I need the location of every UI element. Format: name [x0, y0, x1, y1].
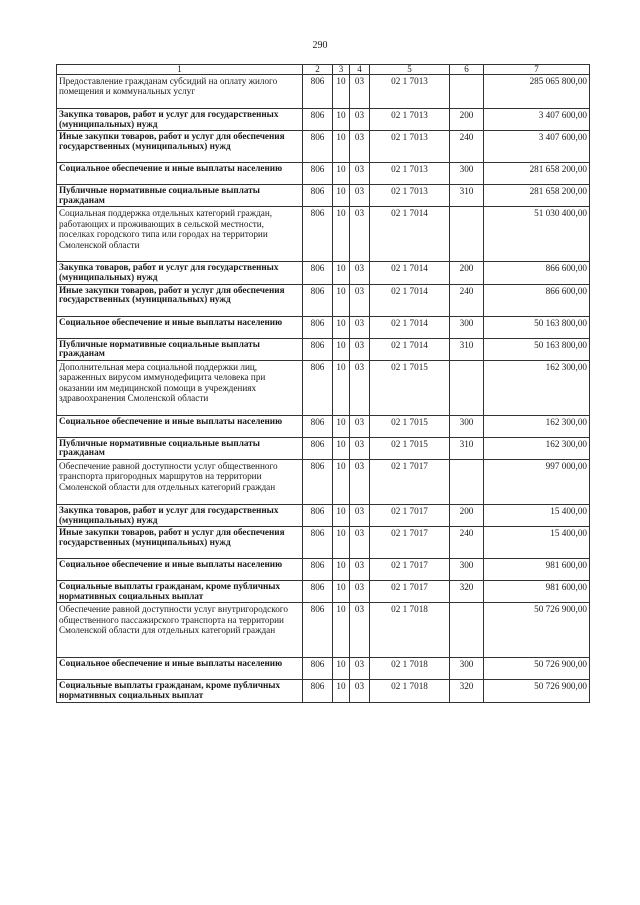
row-code-4: 03: [350, 262, 370, 284]
row-code-5: 02 1 7017: [370, 504, 450, 526]
row-code-5: 02 1 7013: [370, 163, 450, 185]
column-header-7: 7: [484, 65, 590, 75]
table-row: [57, 262, 590, 284]
row-code-5: 02 1 7015: [370, 437, 450, 459]
row-code-5: 02 1 7017: [370, 459, 450, 504]
row-code-4: 03: [350, 109, 370, 131]
row-code-3: 10: [333, 658, 350, 680]
row-name: Закупка товаров, работ и услуг для государственных (муниципальных) нужд: [57, 109, 303, 131]
row-code-6: [450, 75, 484, 109]
row-code-6: 200: [450, 109, 484, 131]
row-code-2: 806: [303, 415, 333, 437]
row-code-6: 300: [450, 658, 484, 680]
row-code-2: 806: [303, 603, 333, 658]
row-name: Обеспечение равной доступности услуг внутригородского общественного пассажирского транспорта на территории Смоленской области для отдельных категорий граждан: [57, 603, 303, 658]
row-code-6: [450, 360, 484, 415]
row-code-5: 02 1 7014: [370, 207, 450, 262]
row-code-3: 10: [333, 559, 350, 581]
row-code-3: 10: [333, 338, 350, 360]
column-header-1: 1: [57, 65, 303, 75]
row-name: Социальное обеспечение и иные выплаты населению: [57, 658, 303, 680]
row-code-4: 03: [350, 360, 370, 415]
row-name: Социальное обеспечение и иные выплаты населению: [57, 559, 303, 581]
row-code-2: 806: [303, 360, 333, 415]
row-name: Социальные выплаты гражданам, кроме публичных нормативных социальных выплат: [57, 680, 303, 702]
row-code-6: 310: [450, 437, 484, 459]
row-amount: 281 658 200,00: [484, 185, 590, 207]
row-code-4: 03: [350, 680, 370, 702]
row-code-4: 03: [350, 163, 370, 185]
table-row: [57, 658, 590, 680]
row-name: Обеспечение равной доступности услуг общественного транспорта пригородных маршрутов на территории Смоленской области для отдельных категорий граждан: [57, 459, 303, 504]
row-code-2: 806: [303, 185, 333, 207]
row-code-3: 10: [333, 284, 350, 316]
row-code-4: 03: [350, 603, 370, 658]
row-code-5: 02 1 7014: [370, 284, 450, 316]
row-name: Иные закупки товаров, работ и услуг для обеспечения государственных (муниципальных) нужд: [57, 131, 303, 163]
row-code-5: 02 1 7014: [370, 316, 450, 338]
row-name: Предоставление гражданам субсидий на оплату жилого помещения и коммунальных услуг: [57, 75, 303, 109]
row-name: Социальные выплаты гражданам, кроме публичных нормативных социальных выплат: [57, 581, 303, 603]
row-code-2: 806: [303, 262, 333, 284]
row-name: Закупка товаров, работ и услуг для государственных (муниципальных) нужд: [57, 504, 303, 526]
row-amount: 50 726 900,00: [484, 658, 590, 680]
column-header-2: 2: [303, 65, 333, 75]
row-code-6: [450, 459, 484, 504]
table-row: [57, 338, 590, 360]
table-row: [57, 504, 590, 526]
row-code-2: 806: [303, 559, 333, 581]
row-code-6: 300: [450, 559, 484, 581]
table-row: [57, 603, 590, 658]
row-amount: 51 030 400,00: [484, 207, 590, 262]
table-row: [57, 185, 590, 207]
column-header-5: 5: [370, 65, 450, 75]
row-amount: 15 400,00: [484, 527, 590, 559]
row-code-5: 02 1 7014: [370, 262, 450, 284]
row-code-6: [450, 207, 484, 262]
row-code-2: 806: [303, 131, 333, 163]
row-code-3: 10: [333, 437, 350, 459]
row-code-3: 10: [333, 316, 350, 338]
row-code-5: 02 1 7013: [370, 109, 450, 131]
table-row: [57, 360, 590, 415]
table-row: [57, 316, 590, 338]
row-code-2: 806: [303, 284, 333, 316]
row-code-4: 03: [350, 437, 370, 459]
row-code-3: 10: [333, 581, 350, 603]
table-row: [57, 559, 590, 581]
row-code-4: 03: [350, 338, 370, 360]
row-code-5: 02 1 7013: [370, 75, 450, 109]
row-amount: 285 065 800,00: [484, 75, 590, 109]
row-name: Публичные нормативные социальные выплаты гражданам: [57, 437, 303, 459]
row-amount: 981 600,00: [484, 559, 590, 581]
row-amount: 866 600,00: [484, 284, 590, 316]
row-code-3: 10: [333, 415, 350, 437]
row-name: Публичные нормативные социальные выплаты гражданам: [57, 338, 303, 360]
row-code-3: 10: [333, 680, 350, 702]
row-code-4: 03: [350, 581, 370, 603]
row-name: Закупка товаров, работ и услуг для государственных (муниципальных) нужд: [57, 262, 303, 284]
row-code-2: 806: [303, 75, 333, 109]
row-code-5: 02 1 7013: [370, 185, 450, 207]
row-name: Дополнительная мера социальной поддержки лиц, зараженных вирусом иммунодефицита человека при оказании им медицинской помощи в учреждениях здравоохранения Смоленской области: [57, 360, 303, 415]
row-code-4: 03: [350, 185, 370, 207]
row-amount: 162 300,00: [484, 360, 590, 415]
page-number: 290: [312, 40, 328, 51]
table-header-row: [57, 65, 590, 75]
row-amount: 3 407 600,00: [484, 109, 590, 131]
table-row: [57, 109, 590, 131]
row-code-6: 320: [450, 680, 484, 702]
row-code-2: 806: [303, 581, 333, 603]
row-amount: 50 163 800,00: [484, 338, 590, 360]
row-code-5: 02 1 7018: [370, 603, 450, 658]
row-code-6: 310: [450, 338, 484, 360]
row-amount: 50 726 900,00: [484, 603, 590, 658]
row-code-5: 02 1 7018: [370, 658, 450, 680]
table-row: [57, 680, 590, 702]
row-code-5: 02 1 7015: [370, 360, 450, 415]
row-code-3: 10: [333, 185, 350, 207]
row-code-3: 10: [333, 109, 350, 131]
row-code-6: 240: [450, 284, 484, 316]
row-code-3: 10: [333, 603, 350, 658]
row-name: Социальное обеспечение и иные выплаты населению: [57, 316, 303, 338]
column-header-6: 6: [450, 65, 484, 75]
row-code-2: 806: [303, 207, 333, 262]
row-code-2: 806: [303, 459, 333, 504]
row-code-4: 03: [350, 527, 370, 559]
row-code-3: 10: [333, 459, 350, 504]
row-name: Иные закупки товаров, работ и услуг для обеспечения государственных (муниципальных) нужд: [57, 284, 303, 316]
row-code-6: 200: [450, 262, 484, 284]
row-amount: 162 300,00: [484, 415, 590, 437]
table-row: [57, 131, 590, 163]
row-code-3: 10: [333, 360, 350, 415]
row-amount: 162 300,00: [484, 437, 590, 459]
table-row: [57, 75, 590, 109]
row-name: Социальное обеспечение и иные выплаты населению: [57, 163, 303, 185]
row-code-2: 806: [303, 109, 333, 131]
row-code-3: 10: [333, 163, 350, 185]
row-code-4: 03: [350, 504, 370, 526]
budget-table: [56, 64, 590, 703]
row-code-6: 320: [450, 581, 484, 603]
row-code-5: 02 1 7015: [370, 415, 450, 437]
column-header-4: 4: [350, 65, 370, 75]
row-code-3: 10: [333, 504, 350, 526]
row-code-2: 806: [303, 437, 333, 459]
row-code-3: 10: [333, 207, 350, 262]
row-code-2: 806: [303, 338, 333, 360]
row-name: Социальное обеспечение и иные выплаты населению: [57, 415, 303, 437]
row-amount: 3 407 600,00: [484, 131, 590, 163]
table-row: [57, 415, 590, 437]
row-code-3: 10: [333, 75, 350, 109]
row-code-4: 03: [350, 75, 370, 109]
row-code-4: 03: [350, 658, 370, 680]
row-name: Иные закупки товаров, работ и услуг для обеспечения государственных (муниципальных) нужд: [57, 527, 303, 559]
row-code-5: 02 1 7017: [370, 559, 450, 581]
row-code-5: 02 1 7017: [370, 581, 450, 603]
row-code-4: 03: [350, 415, 370, 437]
row-amount: 15 400,00: [484, 504, 590, 526]
row-code-3: 10: [333, 527, 350, 559]
table-row: [57, 459, 590, 504]
row-code-4: 03: [350, 207, 370, 262]
row-code-5: 02 1 7018: [370, 680, 450, 702]
table-row: [57, 437, 590, 459]
row-code-6: 300: [450, 415, 484, 437]
row-code-4: 03: [350, 559, 370, 581]
row-amount: 981 600,00: [484, 581, 590, 603]
row-code-6: 200: [450, 504, 484, 526]
table-row: [57, 284, 590, 316]
table-row: [57, 207, 590, 262]
table-row: [57, 527, 590, 559]
row-code-2: 806: [303, 527, 333, 559]
row-code-5: 02 1 7017: [370, 527, 450, 559]
table-row: [57, 581, 590, 603]
row-code-2: 806: [303, 316, 333, 338]
row-name: Публичные нормативные социальные выплаты гражданам: [57, 185, 303, 207]
row-name: Социальная поддержка отдельных категорий граждан, работающих и проживающих в сельской местности, поселках городского типа или городах на территории Смоленской области: [57, 207, 303, 262]
row-code-2: 806: [303, 680, 333, 702]
row-amount: 866 600,00: [484, 262, 590, 284]
row-code-4: 03: [350, 459, 370, 504]
row-code-6: 240: [450, 131, 484, 163]
row-code-3: 10: [333, 131, 350, 163]
row-amount: 997 000,00: [484, 459, 590, 504]
row-code-6: 300: [450, 316, 484, 338]
row-code-4: 03: [350, 316, 370, 338]
row-code-4: 03: [350, 284, 370, 316]
row-code-2: 806: [303, 163, 333, 185]
row-amount: 50 163 800,00: [484, 316, 590, 338]
row-code-6: 310: [450, 185, 484, 207]
row-code-6: 240: [450, 527, 484, 559]
row-code-5: 02 1 7013: [370, 131, 450, 163]
row-amount: 281 658 200,00: [484, 163, 590, 185]
table-row: [57, 163, 590, 185]
row-code-3: 10: [333, 262, 350, 284]
row-amount: 50 726 900,00: [484, 680, 590, 702]
column-header-3: 3: [333, 65, 350, 75]
row-code-5: 02 1 7014: [370, 338, 450, 360]
row-code-6: 300: [450, 163, 484, 185]
row-code-4: 03: [350, 131, 370, 163]
row-code-6: [450, 603, 484, 658]
row-code-2: 806: [303, 504, 333, 526]
row-code-2: 806: [303, 658, 333, 680]
